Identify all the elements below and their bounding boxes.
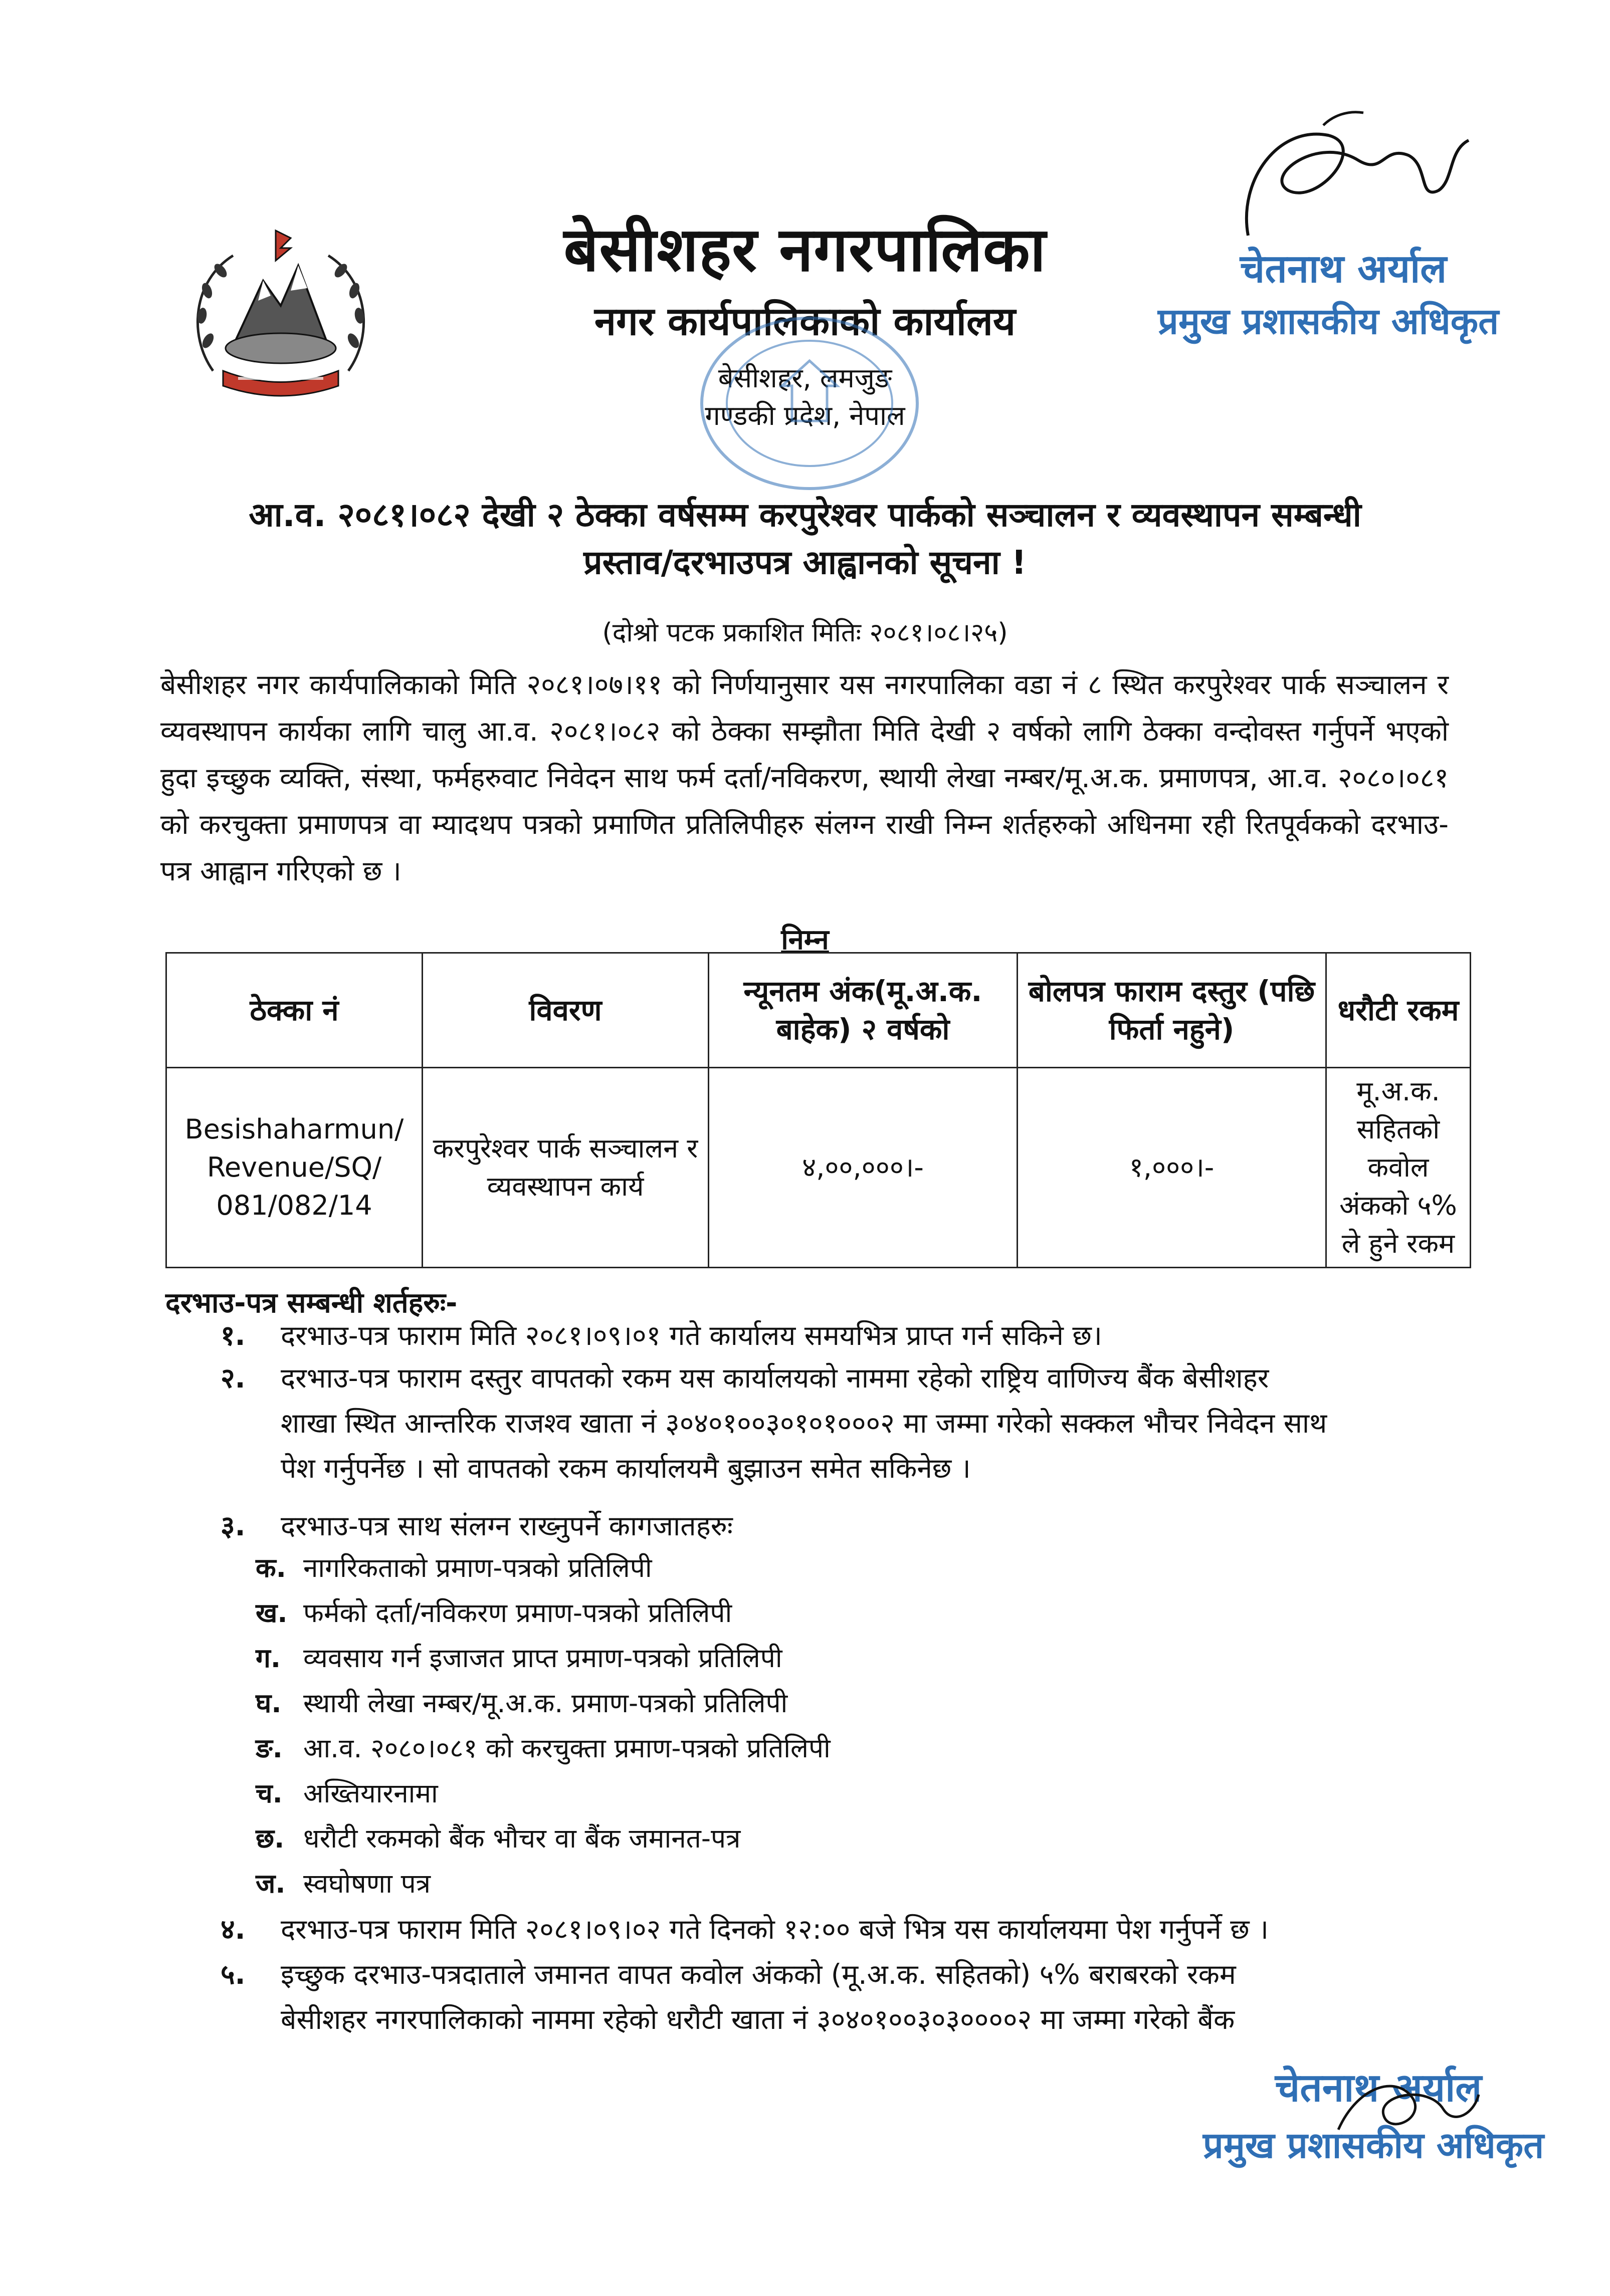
header-contract-no: ठेक्का नं xyxy=(166,953,423,1068)
document-letter: च. xyxy=(256,1778,283,1809)
document-letter: ख. xyxy=(256,1598,288,1629)
condition-text: दरभाउ-पत्र फाराम मिति २०८१।०९।०२ गते दिनको १२:०० बजे भित्र यस कार्यालयमा पेश गर्नुपर्ने छ । xyxy=(281,1913,1269,1945)
condition-item-1 xyxy=(221,1315,1102,1355)
bottom-signatory-title-stamp: प्रमुख प्रशासकीय अधिकृत xyxy=(1202,2124,1544,2166)
document-text: फर्मको दर्ता/नविकरण प्रमाण-पत्रको प्रतिलिपी xyxy=(303,1598,732,1629)
notice-paragraph: बेसीशहर नगर कार्यपालिकाको मिति २०८१।०७।११ को निर्णयानुसार यस नगरपालिका वडा नं ८ स्थित करपुरेश्वर पार्क सञ्चालन र व्यवस्थापन कार्यका लागि चालु आ.व. २०८१।०८२ को ठेक्का सम्झौता मिति देखी २ वर्षको लागि ठेक्का वन्दोवस्त गर्नुपर्ने भएको हुदा इच्छुक व्यक्ति, संस्था, फर्महरुवाट निवेदन साथ फर्म दर्ता/नविकरण, स्थायी लेखा नम्बर/मू.अ.क. प्रमाणपत्र, आ.व. २०८०।०८१ को करचुक्ता प्रमाणपत्र वा म्यादथप पत्रको प्रमाणित प्रतिलिपीहरु संलग्न राखी निम्न शर्तहरुको अधिनमा रही रितपूर्वकको दरभाउ-पत्र आह्वान गरिएको छ । xyxy=(160,668,1449,887)
condition-item-3 xyxy=(221,1506,733,1546)
conditions-heading: दरभाउ-पत्र सम्बन्धी शर्तहरुः- xyxy=(165,1287,458,1319)
condition-item-2-line-2: शाखा स्थित आन्तरिक राजश्व खाता नं ३०४०१००३०१०१०००२ मा जम्मा गरेको सक्कल भौचर निवेदन साथ xyxy=(281,1407,1327,1439)
organization-name: बेसीशहर नगरपालिका xyxy=(563,214,1047,285)
condition-item-5-line-2: बेसीशहर नगरपालिकाको नाममा रहेको धरौटी खाता नं ३०४०१००३०३००००२ मा जम्मा गरेको बैंक xyxy=(281,2003,1235,2035)
document-letter: ग. xyxy=(256,1643,281,1674)
cell-contract-no: Besishaharmun/ Revenue/SQ/ 081/082/14 xyxy=(166,1068,423,1268)
document-letter: ज. xyxy=(256,1869,286,1899)
condition-item-5 xyxy=(221,1954,1236,1994)
condition-number: ५. xyxy=(221,1958,246,1990)
bottom-signature-icon xyxy=(1328,2054,1489,2155)
document-item xyxy=(256,1548,652,1588)
table-header-row xyxy=(166,953,1471,1068)
condition-number: २. xyxy=(221,1362,246,1394)
condition-number: ४. xyxy=(221,1913,246,1945)
document-text: स्वघोषणा पत्र xyxy=(303,1869,431,1899)
contract-table xyxy=(165,952,1471,1268)
document-letter: क. xyxy=(256,1553,286,1583)
condition-number: १. xyxy=(221,1319,246,1351)
document-text: आ.व. २०८०।०८१ को करचुक्ता प्रमाण-पत्रको प्रतिलिपी xyxy=(303,1733,831,1764)
office-name: नगर कार्यपालिकाको कार्यालय xyxy=(594,299,1016,344)
bottom-signatory-name-stamp: चेतनाथ अर्याल xyxy=(1275,2065,1482,2111)
document-letter: ङ. xyxy=(256,1733,283,1764)
document-text: व्यवसाय गर्न इजाजत प्राप्त प्रमाण-पत्रको प्रतिलिपी xyxy=(303,1643,782,1674)
header-deposit: धरौटी रकम xyxy=(1326,953,1471,1068)
document-item xyxy=(256,1639,782,1679)
signatory-title-stamp: प्रमुख प्रशासकीय अधिकृत xyxy=(1157,300,1499,342)
table-row xyxy=(166,1068,1471,1268)
header-form-fee: बोलपत्र फाराम दस्तुर (पछि फिर्ता नहुने) xyxy=(1018,953,1326,1068)
notice-title-line-2: प्रस्ताव/दरभाउपत्र आह्वानको सूचना ! xyxy=(583,543,1027,582)
document-letter: घ. xyxy=(256,1688,282,1719)
header-minimum-amount: न्यूनतम अंक(मू.अ.क. बाहेक) २ वर्षको xyxy=(709,953,1018,1068)
cell-description: करपुरेश्वर पार्क सञ्चालन र व्यवस्थापन कार्य xyxy=(423,1068,709,1268)
document-item xyxy=(256,1593,732,1634)
condition-text: दरभाउ-पत्र फाराम मिति २०८१।०९।०१ गते कार्यालय समयभित्र प्राप्त गर्न सकिने छ। xyxy=(281,1319,1102,1351)
document-text: धरौटी रकमको बैंक भौचर वा बैंक जमानत-पत्र xyxy=(303,1823,741,1854)
document-text: नागरिकताको प्रमाण-पत्रको प्रतिलिपी xyxy=(303,1553,652,1583)
condition-text: दरभाउ-पत्र फाराम दस्तुर वापतको रकम यस कार्यालयको नाममा रहेको राष्ट्रिय वाणिज्य बैंक बेसीशहर xyxy=(281,1362,1269,1394)
document-text: अख्तियारनामा xyxy=(303,1778,438,1809)
cell-form-fee: १,०००।- xyxy=(1018,1068,1326,1268)
document-item xyxy=(256,1684,787,1724)
document-text: स्थायी लेखा नम्बर/मू.अ.क. प्रमाण-पत्रको प्रतिलिपी xyxy=(303,1688,788,1719)
condition-item-2-line-3: पेश गर्नुपर्नेछ । सो वापतको रकम कार्यालयमै बुझाउन समेत सकिनेछ । xyxy=(281,1452,971,1484)
office-seal-stamp-icon xyxy=(692,311,927,496)
document-item xyxy=(256,1729,831,1769)
notice-title-line-1: आ.व. २०८१।०८२ देखी २ ठेक्का वर्षसम्म करपुरेश्वर पार्कको सञ्चालन र व्यवस्थापन सम्बन्धी xyxy=(249,496,1361,534)
condition-number: ३. xyxy=(221,1510,246,1542)
condition-text: इच्छुक दरभाउ-पत्रदाताले जमानत वापत कवोल अंकको (मू.अ.क. सहितको) ५% बराबरको रकम xyxy=(281,1958,1236,1990)
publish-date: (दोश्रो पटक प्रकाशित मितिः २०८१।०८।२५) xyxy=(602,618,1008,648)
document-item xyxy=(256,1774,438,1814)
document-letter: छ. xyxy=(256,1823,285,1854)
table-caption: निम्न xyxy=(781,924,829,956)
cell-deposit: मू.अ.क. सहितको कवोल अंकको ५% ले हुने रकम xyxy=(1326,1068,1471,1268)
address-line-1: बेसीशहर, लमजुङ xyxy=(718,362,892,394)
signatory-name-stamp: चेतनाथ अर्याल xyxy=(1240,247,1447,292)
document-item xyxy=(256,1864,431,1904)
condition-item-2 xyxy=(221,1358,1269,1398)
cell-minimum-amount: ४,००,०००।- xyxy=(709,1068,1018,1268)
document-item xyxy=(256,1819,740,1859)
condition-text: दरभाउ-पत्र साथ संलग्न राख्नुपर्ने कागजातहरुः xyxy=(281,1510,733,1542)
address-line-2: गण्डकी प्रदेश, नेपाल xyxy=(705,400,905,431)
header-description: विवरण xyxy=(423,953,709,1068)
condition-item-4 xyxy=(221,1909,1269,1949)
handwritten-signature-icon xyxy=(1218,105,1499,251)
